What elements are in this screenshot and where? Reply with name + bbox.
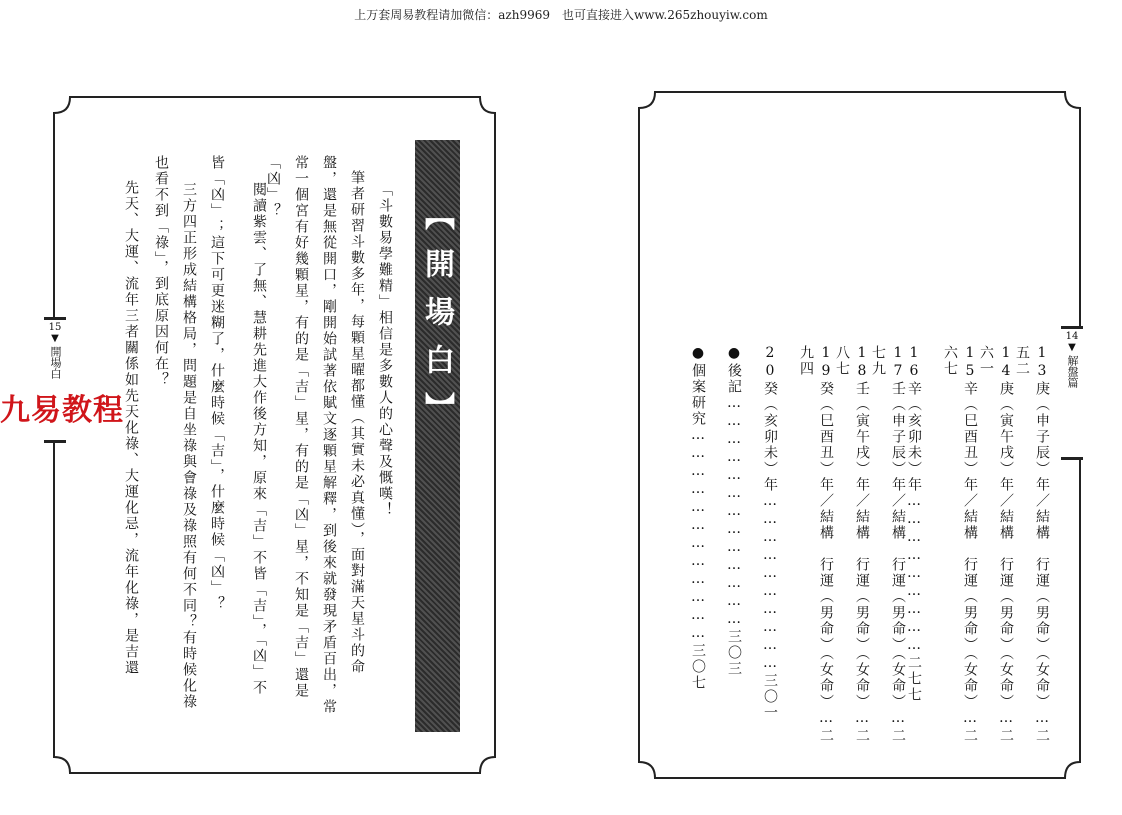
toc-page: 二六七 [942, 345, 978, 744]
toc-item: ●後記…………………………………三〇三 [726, 345, 742, 677]
toc-entry: 壬（寅午戌）年／結構 行運（男命）（女命） [854, 381, 870, 710]
toc-page: 二七七 [906, 655, 922, 703]
body-paragraph: 盤，還是無從開口，剛開始試著依賦文逐顆星解釋，到後來就發現矛盾百出，常 [321, 155, 337, 715]
right-page-tab [1061, 326, 1083, 460]
right-page-number: 14 [1065, 331, 1079, 342]
down-arrow-icon: ▼ [1068, 342, 1076, 353]
toc-page: 三〇七 [690, 643, 706, 691]
toc-entry: 後記 [726, 363, 742, 395]
body-paragraph: 也看不到「祿」，到底原因何在？ [153, 155, 169, 388]
toc-bullet: ● [726, 345, 742, 363]
toc-entry: 辛（亥卯未）年 [906, 381, 922, 493]
body-paragraph: 先天、大運、流年三者關係如先天化祿、大運化忌，流年化祿，是吉還 [123, 180, 139, 676]
toc-num: 17 [890, 345, 906, 381]
down-arrow-icon: ▼ [51, 333, 59, 344]
toc-num: 13 [1034, 345, 1050, 381]
body-paragraph: 閱讀紫雲、了無、慧耕先進大作後方知，原來「吉」不皆「吉」，「凶」不 [251, 182, 267, 696]
body-paragraph: 筆者研習斗數多年，每顆星曜都懂（其實未必真懂），面對滿天星斗的命 [349, 170, 365, 675]
toc-page: 二六一 [978, 345, 1014, 744]
toc-num: 15 [962, 345, 978, 381]
toc-item: 16辛（亥卯未）年………………………二七七 [906, 345, 922, 703]
toc-entry: 個案研究 [690, 363, 706, 427]
toc-item: 15辛（巳酉丑）年／結構 行運（男命）（女命）…二六七 [942, 345, 978, 744]
left-page-number: 15 [48, 322, 62, 333]
toc-entry: 庚（申子辰）年／結構 行運（男命）（女命） [1034, 381, 1050, 710]
body-paragraph: 「凶」？ [265, 155, 281, 219]
toc-entry: 辛（巳酉丑）年／結構 行運（男命）（女命） [962, 381, 978, 710]
toc-item: 18壬（寅午戌）年／結構 行運（男命）（女命）…二八七 [834, 345, 870, 744]
body-paragraph: 三方四正形成結構格局，問題是自坐祿與會祿及祿照有何不同？有時候化祿 [181, 182, 197, 710]
toc-item: 20癸（亥卯未）年…………………………三〇一 [762, 345, 778, 721]
left-page-tab-label: 開場白 [49, 346, 62, 379]
toc-item: 14庚（寅午戌）年／結構 行運（男命）（女命）…二六一 [978, 345, 1014, 744]
toc-num: 16 [906, 345, 922, 381]
toc-page: 二九四 [798, 345, 834, 744]
toc-entry: 壬（申子辰）年／結構 行運（男命）（女命） [890, 381, 906, 710]
right-page-tab-label: 解盤篇 [1066, 355, 1079, 388]
toc-num: 14 [998, 345, 1014, 381]
toc-item: 17壬（申子辰）年／結構 行運（男命）（女命）…二七九 [870, 345, 906, 744]
toc-page: 三〇三 [726, 629, 742, 677]
toc-entry: 癸（亥卯未）年 [762, 381, 778, 493]
toc-page: 二七九 [870, 345, 906, 744]
toc-page: 二五二 [1014, 345, 1050, 744]
toc-num: 19 [818, 345, 834, 381]
body-paragraph: 皆「凶」；這下可更迷糊了，什麼時候「吉」，什麼時候「凶」？ [209, 155, 225, 612]
page-title: 【開場白】 [419, 200, 454, 440]
toc-bullet: ● [690, 345, 706, 363]
toc-item: 19癸（巳酉丑）年／結構 行運（男命）（女命）…二九四 [798, 345, 834, 744]
toc-page: 二八七 [834, 345, 870, 744]
toc-item: 13庚（申子辰）年／結構 行運（男命）（女命）…二五二 [1014, 345, 1050, 744]
toc-page: 三〇一 [762, 673, 778, 721]
toc-entry: 庚（寅午戌）年／結構 行運（男命）（女命） [998, 381, 1014, 710]
body-paragraph: 常一個宮有好幾顆星，有的是「吉」星，有的是「凶」星，不知是「吉」還是 [293, 155, 309, 699]
body-paragraph: 「斗數易學難精」相信是多數人的心聲及慨嘆！ [377, 182, 393, 518]
toc-entry: 癸（巳酉丑）年／結構 行運（男命）（女命） [818, 381, 834, 710]
header-text: 上万套周易教程请加微信：azh9969 也可直接进入www.265zhouyiw.com [354, 8, 768, 22]
toc-num: 18 [854, 345, 870, 381]
toc-item: ●個案研究………………………………三〇七 [690, 345, 706, 691]
watermark: 九易教程 [0, 393, 124, 428]
toc-num: 20 [762, 345, 778, 381]
